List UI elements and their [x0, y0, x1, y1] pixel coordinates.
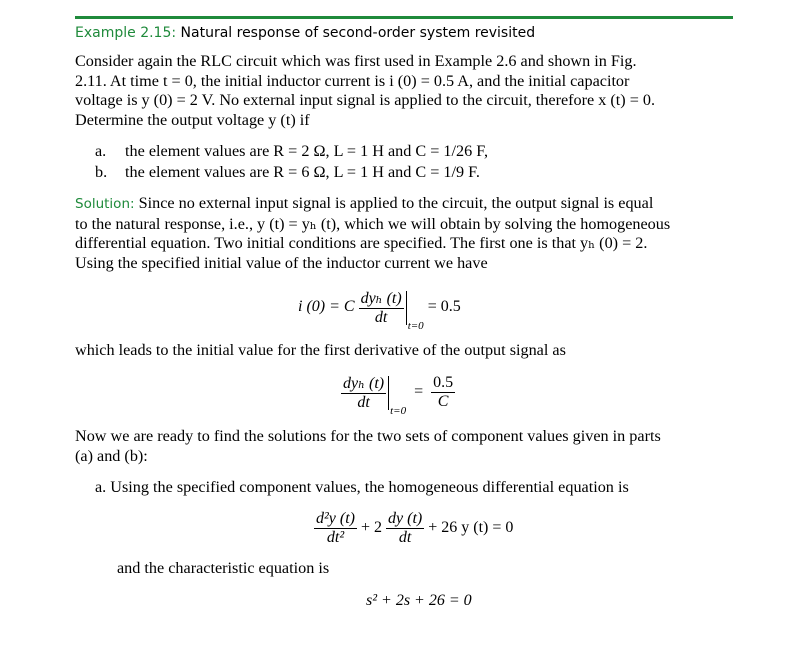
top-rule	[75, 16, 733, 19]
item-text: the element values are R = 6 Ω, L = 1 H and C = 1/9 F.	[125, 163, 480, 181]
eq3-second-derivative	[314, 510, 357, 547]
eq3-rest: + 26 y (t) = 0	[428, 519, 514, 537]
part-a-text: a. Using the specified component values, the homogeneous differential equation is	[95, 478, 629, 496]
eq1-fraction	[359, 288, 404, 327]
eval-bar	[406, 291, 407, 325]
example-title: Natural response of second-order system revisited	[180, 25, 536, 41]
list-item-b	[95, 163, 480, 182]
eq2-fraction	[341, 373, 386, 412]
eq1-eval: t=0	[407, 320, 424, 333]
text-derivative: which leads to the initial value for the first derivative of the output signal as	[75, 341, 566, 359]
eq3-num1: d²y (t)	[316, 510, 355, 527]
solution-line: differential equation. Two initial conditions are specified. The first one is that yₕ (0) = 2.	[75, 234, 648, 252]
eq1-lhs: i (0) = C	[298, 298, 355, 316]
eq3-den2: dt	[398, 529, 412, 546]
text-characteristic: and the characteristic equation is	[117, 559, 330, 577]
intro-line: Consider again the RLC circuit which was first used in Example 2.6 and shown in Fig.	[75, 52, 637, 70]
solution-paragraph	[75, 194, 735, 273]
solution-line: Using the specified initial value of the inductor current we have	[75, 253, 488, 272]
equation-homogeneous	[314, 510, 513, 547]
eq3-plus2: + 2	[361, 519, 383, 537]
text-solutions: Now we are ready to find the solutions for the two sets of component values given in parts (a) and (b):	[75, 427, 661, 465]
intro-line: Determine the output voltage y (t) if	[75, 110, 310, 129]
equation-derivative	[341, 373, 455, 417]
example-label: Example 2.15:	[75, 25, 177, 41]
solution-label: Solution:	[75, 196, 135, 212]
equation-characteristic: s² + 2s + 26 = 0	[366, 592, 472, 609]
eq2-rhs-denominator: C	[437, 393, 449, 410]
eq1-denominator: dt	[374, 309, 388, 326]
equation-inductor-current	[298, 288, 461, 332]
list-item-a	[95, 142, 488, 161]
solution-line: to the natural response, i.e., y (t) = yₕ (t), which we will obtain by solving the homogeneous	[75, 214, 671, 233]
item-text: the element values are R = 2 Ω, L = 1 H and C = 1/26 F,	[125, 142, 489, 160]
eq3-num2: dy (t)	[388, 510, 423, 527]
eq3-den1: dt²	[326, 529, 345, 546]
eq2-rhs-fraction	[431, 374, 455, 411]
eq2-rhs-numerator: 0.5	[433, 374, 454, 391]
solution-line: Since no external input signal is applied to the circuit, the output signal is equal	[138, 194, 654, 212]
intro-paragraph	[75, 52, 735, 130]
eq2-eval: t=0	[390, 405, 407, 418]
eq3-first-derivative	[386, 510, 424, 547]
item-mark: a.	[95, 142, 107, 160]
eq1-numerator: dyₕ (t)	[360, 290, 402, 307]
item-mark: b.	[95, 163, 108, 181]
example-heading	[75, 25, 535, 41]
eval-bar	[388, 376, 389, 410]
intro-line: 2.11. At time t = 0, the initial inductor current is i (0) = 0.5 A, and the initial capacitor	[75, 71, 630, 90]
eq1-rhs: = 0.5	[427, 298, 461, 316]
eq2-denominator: dt	[357, 394, 370, 411]
eq2-equals: =	[414, 383, 424, 401]
intro-line: voltage is y (0) = 2 V. No external input signal is applied to the circuit, therefore x (t) = 0.	[75, 91, 656, 109]
eq2-numerator: dyₕ (t)	[343, 375, 385, 392]
